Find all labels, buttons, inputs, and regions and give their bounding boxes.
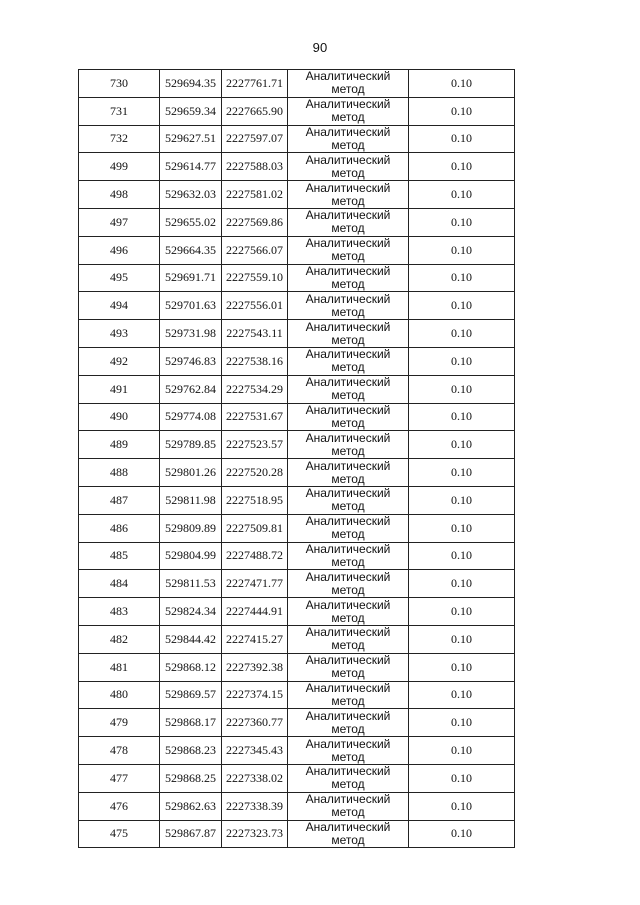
method-line: Аналитический (305, 458, 391, 473)
method-line: метод (331, 527, 365, 542)
y-coordinate-cell: 2227588.03 (222, 153, 288, 181)
x-coordinate-cell: 529701.63 (160, 292, 222, 320)
method-line: Аналитический (305, 97, 391, 112)
method-line: Аналитический (305, 597, 391, 612)
method-cell (288, 97, 409, 125)
method-cell (288, 792, 409, 820)
point-number-cell: 731 (79, 97, 160, 125)
method-line: Аналитический (305, 236, 391, 251)
precision-cell: 0.10 (409, 375, 515, 403)
x-coordinate-cell: 529811.53 (160, 570, 222, 598)
x-coordinate-cell: 529811.98 (160, 486, 222, 514)
point-number-cell: 486 (79, 514, 160, 542)
method-line: метод (331, 388, 365, 403)
y-coordinate-cell: 2227338.39 (222, 792, 288, 820)
point-number-cell: 488 (79, 459, 160, 487)
x-coordinate-cell: 529746.83 (160, 347, 222, 375)
precision-cell: 0.10 (409, 181, 515, 209)
method-line: Аналитический (305, 820, 391, 834)
method-line: Аналитический (305, 736, 391, 751)
method-line: метод (331, 276, 365, 291)
method-line: Аналитический (305, 486, 391, 501)
precision-cell: 0.10 (409, 292, 515, 320)
x-coordinate-cell: 529762.84 (160, 375, 222, 403)
point-number-cell: 489 (79, 431, 160, 459)
method-line: Аналитический (305, 125, 391, 139)
precision-cell: 0.10 (409, 459, 515, 487)
x-coordinate-cell: 529614.77 (160, 153, 222, 181)
method-cell (288, 431, 409, 459)
method-line: метод (331, 805, 365, 820)
table-row (79, 598, 515, 626)
point-number-cell: 483 (79, 598, 160, 626)
precision-cell: 0.10 (409, 320, 515, 348)
page-number: 90 (312, 40, 328, 55)
coordinates-table-body (79, 70, 515, 848)
table-row (79, 570, 515, 598)
method-cell (288, 625, 409, 653)
table-row (79, 431, 515, 459)
y-coordinate-cell: 2227569.86 (222, 208, 288, 236)
precision-cell: 0.10 (409, 820, 515, 848)
method-line: метод (331, 415, 365, 430)
x-coordinate-cell: 529655.02 (160, 208, 222, 236)
table-row (79, 375, 515, 403)
method-line: метод (331, 638, 365, 653)
method-line: Аналитический (305, 264, 391, 278)
y-coordinate-cell: 2227488.72 (222, 542, 288, 570)
point-number-cell: 478 (79, 737, 160, 765)
table-row (79, 514, 515, 542)
method-cell (288, 737, 409, 765)
method-line: Аналитический (305, 347, 391, 362)
method-line: метод (331, 221, 365, 236)
method-line: метод (331, 110, 365, 125)
table-row (79, 292, 515, 320)
table-row (79, 125, 515, 153)
x-coordinate-cell: 529694.35 (160, 70, 222, 98)
table-row (79, 347, 515, 375)
x-coordinate-cell: 529844.42 (160, 625, 222, 653)
precision-cell: 0.10 (409, 97, 515, 125)
point-number-cell: 492 (79, 347, 160, 375)
method-line: метод (331, 360, 365, 375)
y-coordinate-cell: 2227543.11 (222, 320, 288, 348)
point-number-cell: 487 (79, 486, 160, 514)
x-coordinate-cell: 529868.12 (160, 653, 222, 681)
method-line: метод (331, 832, 365, 847)
method-line: метод (331, 693, 365, 708)
precision-cell: 0.10 (409, 264, 515, 292)
method-line: метод (331, 554, 365, 569)
method-cell (288, 347, 409, 375)
method-line: метод (331, 304, 365, 319)
method-line: метод (331, 777, 365, 792)
method-cell (288, 459, 409, 487)
method-line: метод (331, 471, 365, 486)
method-line: Аналитический (305, 708, 391, 723)
method-line: Аналитический (305, 569, 391, 584)
x-coordinate-cell: 529659.34 (160, 97, 222, 125)
point-number-cell: 480 (79, 681, 160, 709)
method-cell (288, 153, 409, 181)
method-line: метод (331, 666, 365, 681)
point-number-cell: 497 (79, 208, 160, 236)
method-line: метод (331, 443, 365, 458)
table-row (79, 486, 515, 514)
y-coordinate-cell: 2227538.16 (222, 347, 288, 375)
method-cell (288, 375, 409, 403)
method-cell (288, 570, 409, 598)
y-coordinate-cell: 2227471.77 (222, 570, 288, 598)
y-coordinate-cell: 2227566.07 (222, 236, 288, 264)
point-number-cell: 730 (79, 70, 160, 98)
x-coordinate-cell: 529627.51 (160, 125, 222, 153)
y-coordinate-cell: 2227523.57 (222, 431, 288, 459)
y-coordinate-cell: 2227360.77 (222, 709, 288, 737)
method-line: метод (331, 749, 365, 764)
point-number-cell: 484 (79, 570, 160, 598)
precision-cell: 0.10 (409, 792, 515, 820)
point-number-cell: 479 (79, 709, 160, 737)
x-coordinate-cell: 529801.26 (160, 459, 222, 487)
precision-cell: 0.10 (409, 625, 515, 653)
x-coordinate-cell: 529664.35 (160, 236, 222, 264)
precision-cell: 0.10 (409, 125, 515, 153)
precision-cell: 0.10 (409, 709, 515, 737)
method-cell (288, 514, 409, 542)
y-coordinate-cell: 2227415.27 (222, 625, 288, 653)
method-line: метод (331, 610, 365, 625)
table-row (79, 653, 515, 681)
method-line: Аналитический (305, 653, 391, 668)
method-line: метод (331, 582, 365, 597)
method-line: Аналитический (305, 430, 391, 445)
y-coordinate-cell: 2227761.71 (222, 70, 288, 98)
method-cell (288, 653, 409, 681)
precision-cell: 0.10 (409, 764, 515, 792)
precision-cell: 0.10 (409, 598, 515, 626)
method-line: метод (331, 249, 365, 264)
x-coordinate-cell: 529774.08 (160, 403, 222, 431)
y-coordinate-cell: 2227374.15 (222, 681, 288, 709)
table-row (79, 153, 515, 181)
y-coordinate-cell: 2227556.01 (222, 292, 288, 320)
table-row (79, 542, 515, 570)
point-number-cell: 481 (79, 653, 160, 681)
point-number-cell: 494 (79, 292, 160, 320)
point-number-cell: 475 (79, 820, 160, 848)
table-row (79, 709, 515, 737)
method-line: метод (331, 499, 365, 514)
method-line: метод (331, 82, 365, 97)
table-row (79, 97, 515, 125)
x-coordinate-cell: 529789.85 (160, 431, 222, 459)
x-coordinate-cell: 529824.34 (160, 598, 222, 626)
x-coordinate-cell: 529862.63 (160, 792, 222, 820)
method-line: Аналитический (305, 403, 391, 417)
table-row (79, 792, 515, 820)
method-cell (288, 598, 409, 626)
x-coordinate-cell: 529691.71 (160, 264, 222, 292)
precision-cell: 0.10 (409, 514, 515, 542)
precision-cell: 0.10 (409, 347, 515, 375)
method-cell (288, 542, 409, 570)
y-coordinate-cell: 2227345.43 (222, 737, 288, 765)
table-row (79, 681, 515, 709)
point-number-cell: 732 (79, 125, 160, 153)
method-line: Аналитический (305, 319, 391, 334)
precision-cell: 0.10 (409, 681, 515, 709)
method-line: метод (331, 721, 365, 736)
method-cell (288, 292, 409, 320)
method-cell (288, 70, 409, 98)
precision-cell: 0.10 (409, 236, 515, 264)
method-line: метод (331, 332, 365, 347)
precision-cell: 0.10 (409, 486, 515, 514)
table-row (79, 236, 515, 264)
method-cell (288, 125, 409, 153)
x-coordinate-cell: 529731.98 (160, 320, 222, 348)
point-number-cell: 485 (79, 542, 160, 570)
precision-cell: 0.10 (409, 542, 515, 570)
x-coordinate-cell: 529809.89 (160, 514, 222, 542)
point-number-cell: 482 (79, 625, 160, 653)
y-coordinate-cell: 2227581.02 (222, 181, 288, 209)
table-row (79, 459, 515, 487)
x-coordinate-cell: 529804.99 (160, 542, 222, 570)
y-coordinate-cell: 2227534.29 (222, 375, 288, 403)
method-line: Аналитический (305, 764, 391, 779)
method-cell (288, 320, 409, 348)
method-cell (288, 264, 409, 292)
y-coordinate-cell: 2227559.10 (222, 264, 288, 292)
precision-cell: 0.10 (409, 208, 515, 236)
method-cell (288, 820, 409, 848)
coordinates-table (78, 69, 515, 848)
precision-cell: 0.10 (409, 153, 515, 181)
method-line: Аналитический (305, 69, 391, 84)
table-row (79, 625, 515, 653)
point-number-cell: 496 (79, 236, 160, 264)
precision-cell: 0.10 (409, 403, 515, 431)
table-row (79, 264, 515, 292)
method-line: Аналитический (305, 542, 391, 556)
method-line: Аналитический (305, 792, 391, 807)
y-coordinate-cell: 2227323.73 (222, 820, 288, 848)
method-line: Аналитический (305, 208, 391, 223)
y-coordinate-cell: 2227665.90 (222, 97, 288, 125)
point-number-cell: 495 (79, 264, 160, 292)
table-row (79, 403, 515, 431)
point-number-cell: 476 (79, 792, 160, 820)
y-coordinate-cell: 2227597.07 (222, 125, 288, 153)
method-cell (288, 709, 409, 737)
precision-cell: 0.10 (409, 570, 515, 598)
method-line: Аналитический (305, 625, 391, 640)
method-cell (288, 236, 409, 264)
method-cell (288, 181, 409, 209)
table-row (79, 181, 515, 209)
precision-cell: 0.10 (409, 737, 515, 765)
method-line: Аналитический (305, 291, 391, 306)
y-coordinate-cell: 2227520.28 (222, 459, 288, 487)
y-coordinate-cell: 2227509.81 (222, 514, 288, 542)
point-number-cell: 477 (79, 764, 160, 792)
method-cell (288, 403, 409, 431)
precision-cell: 0.10 (409, 70, 515, 98)
table-row (79, 737, 515, 765)
table-row (79, 820, 515, 848)
y-coordinate-cell: 2227338.02 (222, 764, 288, 792)
table-row (79, 320, 515, 348)
method-line: Аналитический (305, 514, 391, 529)
method-line: Аналитический (305, 375, 391, 390)
point-number-cell: 498 (79, 181, 160, 209)
method-line: Аналитический (305, 180, 391, 195)
x-coordinate-cell: 529632.03 (160, 181, 222, 209)
x-coordinate-cell: 529869.57 (160, 681, 222, 709)
precision-cell: 0.10 (409, 653, 515, 681)
method-line: Аналитический (305, 152, 391, 167)
x-coordinate-cell: 529868.25 (160, 764, 222, 792)
x-coordinate-cell: 529868.23 (160, 737, 222, 765)
method-cell (288, 486, 409, 514)
y-coordinate-cell: 2227518.95 (222, 486, 288, 514)
point-number-cell: 499 (79, 153, 160, 181)
method-cell (288, 208, 409, 236)
x-coordinate-cell: 529867.87 (160, 820, 222, 848)
y-coordinate-cell: 2227531.67 (222, 403, 288, 431)
method-line: метод (331, 137, 365, 152)
method-line: Аналитический (305, 681, 391, 695)
point-number-cell: 493 (79, 320, 160, 348)
y-coordinate-cell: 2227392.38 (222, 653, 288, 681)
point-number-cell: 491 (79, 375, 160, 403)
precision-cell: 0.10 (409, 431, 515, 459)
method-cell (288, 764, 409, 792)
x-coordinate-cell: 529868.17 (160, 709, 222, 737)
y-coordinate-cell: 2227444.91 (222, 598, 288, 626)
table-row (79, 208, 515, 236)
method-line: метод (331, 193, 365, 208)
table-row (79, 70, 515, 98)
table-row (79, 764, 515, 792)
method-cell (288, 681, 409, 709)
point-number-cell: 490 (79, 403, 160, 431)
method-line: метод (331, 165, 365, 180)
